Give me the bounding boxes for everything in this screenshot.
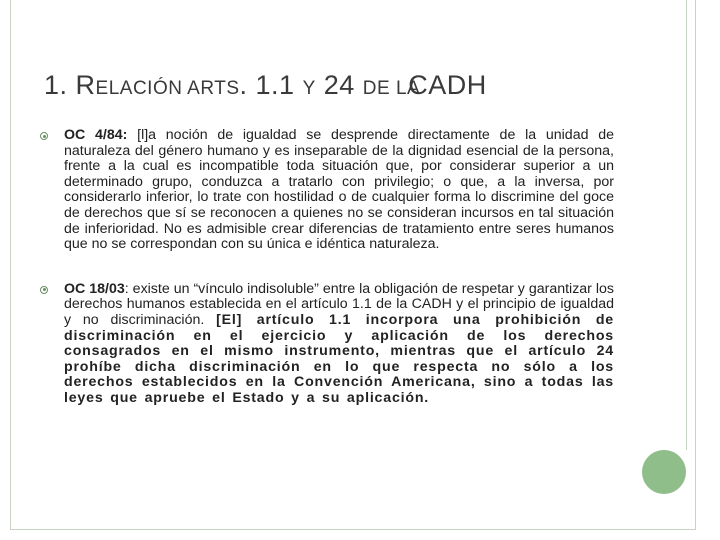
title-smallcaps-1: ELACIÓN ARTS (95, 78, 240, 99)
bullet-bold-text: [El] artículo 1.1 incorpora una prohibición de discriminación en el ejercicio y aplicación de los derechos consagrados en el mismo instrumento, mientras que el artículo 24 prohíbe dicha discriminación en lo que respecta no sólo a los derechos establecidos en la Convención Americana, sino a todas las leyes que apruebe el Estado y a su aplicación. (64, 311, 614, 406)
bullet-oc-4-84 (40, 128, 614, 253)
title-smallcaps-3: DE LA (362, 78, 421, 99)
title-mid: . 1.1 (239, 70, 303, 100)
title-mid-2: 24 (315, 70, 363, 100)
bullet-circle-icon (40, 132, 48, 140)
title-tail: CADH (408, 70, 487, 100)
title-smallcaps-2: Y (302, 78, 316, 99)
decorative-circle (642, 450, 686, 494)
title-prefix: 1. R (44, 70, 96, 100)
bullet-label: OC 18/03 (64, 280, 125, 297)
bullet-circle-icon (40, 286, 48, 294)
bullet-text: [l]a noción de igualdad se desprende directamente de la unidad de naturaleza del género humano y es inseparable de la dignidad esencial de la persona, frente a la cual es incompatible toda situación que, por considerar superior a un determinado grupo, conduzca a tratarlo con privilegio; o que, a la inversa, por considerarlo inferior, lo trate con hostilidad o de cualquier forma lo discrimine del goce de derechos que sí se reconocen a quienes no se consideran incursos en tal situación de inferioridad. No es admisible crear diferencias de tratamiento entre seres humanos que no se correspondan con su única e idéntica naturaleza. (64, 127, 615, 253)
slide-title (44, 70, 604, 116)
bullet-text: : existe un “vínculo indisoluble” entre la obligación de respetar y garantizar los derechos humanos establecida en el artículo 1.1 de la CADH y el principio de igualdad y no discriminación. (64, 280, 615, 328)
bullet-label: OC 4/84: (64, 127, 128, 143)
bullet-oc-18-03 (40, 282, 614, 407)
bullet-list (40, 128, 614, 436)
decorative-rail (686, 0, 687, 450)
